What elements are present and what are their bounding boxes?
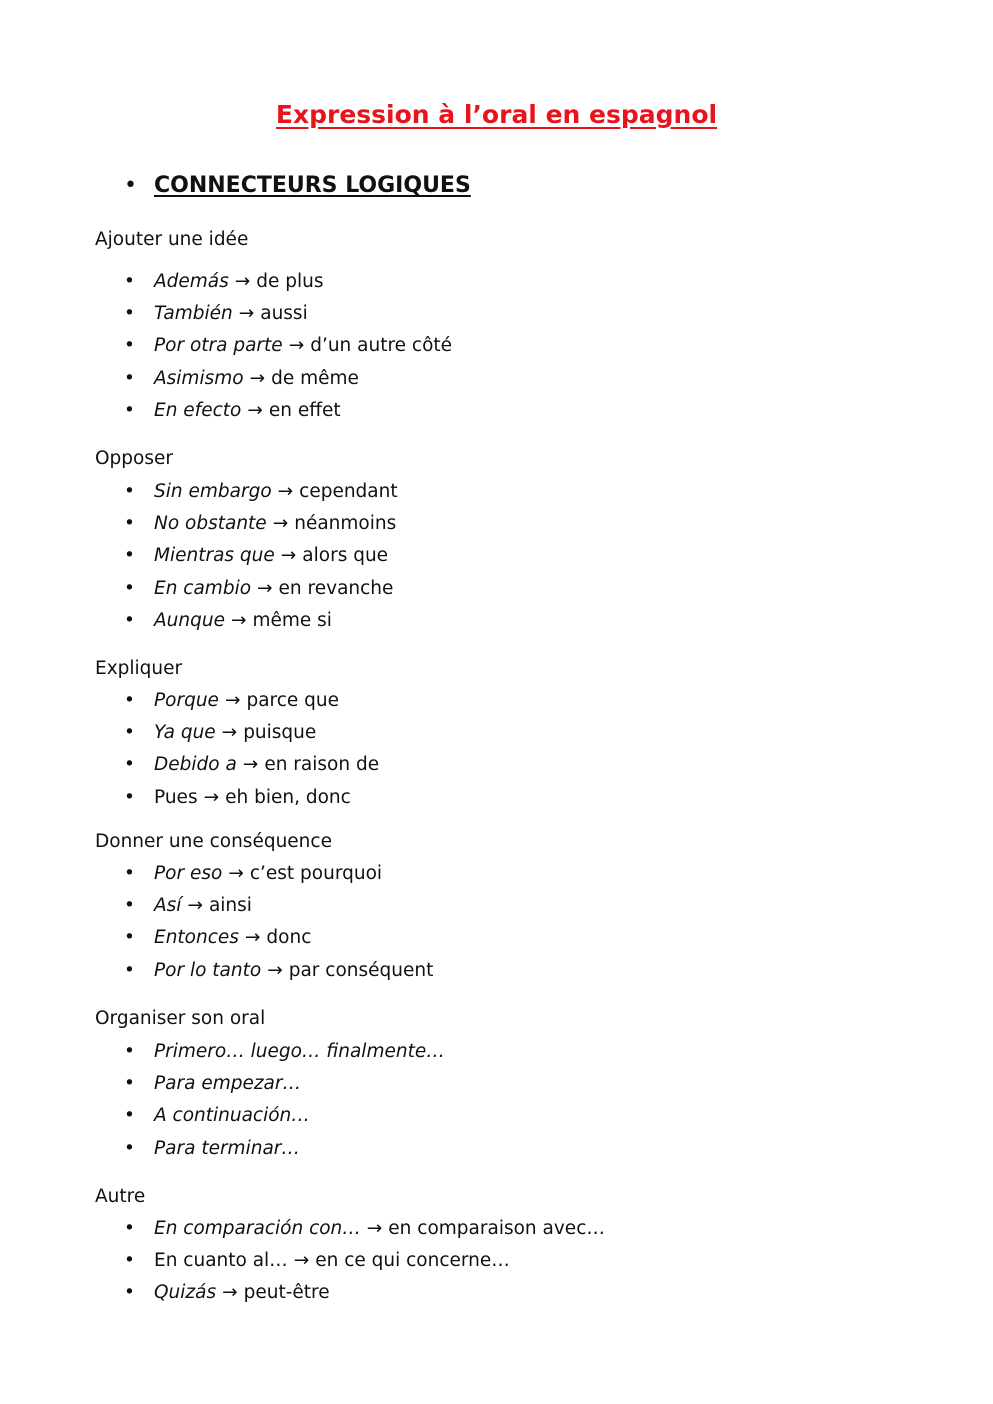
french-translation: en effet: [268, 399, 341, 421]
list-item: [124, 782, 379, 814]
bullet-icon: •: [124, 722, 135, 744]
spanish-connector: A continuación…: [154, 1105, 310, 1127]
arrow-icon: →: [187, 895, 203, 917]
bullet-icon: •: [124, 1218, 135, 1240]
french-translation: puisque: [243, 722, 317, 744]
list-item: [124, 1133, 445, 1165]
list-item: [124, 858, 433, 890]
section-heading: [124, 168, 471, 204]
bullet-icon: •: [124, 1073, 135, 1095]
arrow-icon: →: [277, 481, 294, 503]
spanish-connector: Así: [154, 895, 182, 917]
spanish-connector: Quizás: [154, 1282, 217, 1304]
arrow-icon: →: [288, 335, 305, 357]
arrow-icon: →: [366, 1218, 383, 1240]
spanish-connector: En efecto: [154, 399, 242, 421]
bullet-icon: •: [124, 545, 135, 567]
bullet-icon: •: [124, 786, 135, 808]
arrow-icon: →: [244, 927, 261, 949]
spanish-connector: Para empezar…: [154, 1073, 301, 1095]
french-translation: en revanche: [278, 577, 394, 599]
list-item: [124, 540, 398, 572]
section-heading-text: CONNECTEURS LOGIQUES: [154, 173, 471, 198]
list-item: [124, 1036, 445, 1068]
spanish-connector: También: [154, 303, 233, 325]
group-label-organiser: Organiser son oral: [95, 1008, 266, 1029]
arrow-icon: →: [272, 513, 289, 535]
arrow-icon: →: [234, 271, 251, 293]
connector-list-opposer: [124, 476, 398, 637]
french-translation: d’un autre côté: [310, 335, 453, 357]
bullet-icon: •: [124, 863, 135, 885]
spanish-connector: Debido a: [154, 754, 237, 776]
list-item: [124, 1213, 605, 1245]
spanish-connector: Por lo tanto: [154, 959, 262, 981]
group-label-consequence: Donner une conséquence: [95, 831, 332, 852]
group-label-ajouter: Ajouter une idée: [95, 229, 249, 250]
spanish-connector: Porque: [154, 690, 219, 712]
french-translation: en comparaison avec…: [388, 1218, 605, 1240]
french-translation: même si: [252, 609, 332, 631]
bullet-icon: •: [124, 399, 135, 421]
arrow-icon: →: [224, 690, 241, 712]
list-item: [124, 508, 398, 540]
spanish-connector: En cuanto al…: [154, 1250, 288, 1272]
bullet-icon: •: [124, 481, 135, 503]
spanish-connector: Por eso: [154, 863, 223, 885]
french-translation: donc: [266, 927, 312, 949]
list-item: [124, 1245, 605, 1277]
spanish-connector: En cambio: [154, 577, 252, 599]
bullet-icon: •: [124, 895, 135, 917]
bullet-icon: •: [124, 959, 135, 981]
french-translation: parce que: [246, 690, 340, 712]
arrow-icon: →: [267, 959, 283, 981]
list-item: [124, 298, 452, 330]
bullet-icon: •: [124, 690, 135, 712]
list-item: [124, 395, 452, 427]
list-item: [124, 363, 452, 395]
french-translation: en ce qui concerne…: [315, 1250, 510, 1272]
arrow-icon: →: [238, 303, 255, 325]
arrow-icon: →: [293, 1250, 310, 1272]
connector-list-ajouter: [124, 266, 452, 427]
list-item: [124, 330, 452, 362]
connector-list-autre: [124, 1213, 605, 1310]
bullet-icon: •: [124, 1137, 135, 1159]
french-translation: peut-être: [243, 1282, 330, 1304]
spanish-connector: Aunque: [154, 609, 225, 631]
list-item: [124, 890, 433, 922]
group-label-expliquer: Expliquer: [95, 658, 183, 679]
list-item: [124, 685, 379, 717]
group-label-autre: Autre: [95, 1186, 146, 1207]
list-item: [124, 955, 433, 987]
list-item: [124, 749, 379, 781]
list-item: [124, 266, 452, 298]
bullet-icon: •: [124, 271, 135, 293]
arrow-icon: →: [242, 754, 259, 776]
french-translation: alors que: [302, 545, 389, 567]
french-translation: eh bien, donc: [225, 786, 351, 808]
list-item: [124, 922, 433, 954]
spanish-connector: No obstante: [154, 513, 267, 535]
connector-list-organiser: [124, 1036, 445, 1165]
bullet-icon: •: [124, 303, 135, 325]
spanish-connector: Primero… luego… finalmente…: [154, 1041, 445, 1063]
french-translation: par conséquent: [288, 959, 434, 981]
bullet-icon: •: [124, 577, 135, 599]
bullet-icon: •: [124, 1250, 135, 1272]
bullet-icon: •: [124, 927, 135, 949]
list-item: [124, 476, 398, 508]
french-translation: néanmoins: [294, 513, 397, 535]
arrow-icon: →: [228, 863, 244, 885]
page-title: Expression à l’oral en espagnol: [275, 100, 718, 129]
connector-list-consequence: [124, 858, 433, 987]
connector-list-expliquer: [124, 685, 379, 814]
list-item: [124, 1100, 445, 1132]
french-translation: ainsi: [208, 895, 252, 917]
french-translation: de plus: [256, 271, 324, 293]
list-item: [124, 605, 398, 637]
french-translation: c’est pourquoi: [249, 863, 383, 885]
arrow-icon: →: [203, 786, 220, 808]
bullet-icon: •: [124, 513, 135, 535]
arrow-icon: →: [222, 1282, 238, 1304]
arrow-icon: →: [230, 609, 247, 631]
bullet-icon: •: [124, 754, 135, 776]
list-item: [124, 1068, 445, 1100]
spanish-connector: Sin embargo: [154, 481, 272, 503]
arrow-icon: →: [221, 722, 238, 744]
spanish-connector: Mientras que: [154, 545, 275, 567]
bullet-icon: •: [124, 1041, 135, 1063]
spanish-connector: Además: [154, 271, 229, 293]
bullet-icon: •: [124, 173, 137, 198]
arrow-icon: →: [257, 577, 273, 599]
bullet-icon: •: [124, 1105, 135, 1127]
spanish-connector: Pues: [154, 786, 198, 808]
bullet-icon: •: [124, 609, 135, 631]
group-label-opposer: Opposer: [95, 448, 173, 469]
spanish-connector: En comparación con…: [154, 1218, 361, 1240]
french-translation: de même: [271, 367, 359, 389]
arrow-icon: →: [280, 545, 297, 567]
spanish-connector: Ya que: [154, 722, 216, 744]
bullet-icon: •: [124, 367, 135, 389]
spanish-connector: Para terminar…: [154, 1137, 300, 1159]
bullet-icon: •: [124, 335, 135, 357]
list-item: [124, 1277, 605, 1309]
bullet-icon: •: [124, 1282, 135, 1304]
list-item: [124, 573, 398, 605]
french-translation: aussi: [260, 303, 308, 325]
spanish-connector: Asimismo: [154, 367, 244, 389]
french-translation: cependant: [299, 481, 398, 503]
spanish-connector: Por otra parte: [154, 335, 283, 357]
arrow-icon: →: [249, 367, 266, 389]
list-item: [124, 717, 379, 749]
arrow-icon: →: [247, 399, 263, 421]
spanish-connector: Entonces: [154, 927, 239, 949]
french-translation: en raison de: [264, 754, 380, 776]
